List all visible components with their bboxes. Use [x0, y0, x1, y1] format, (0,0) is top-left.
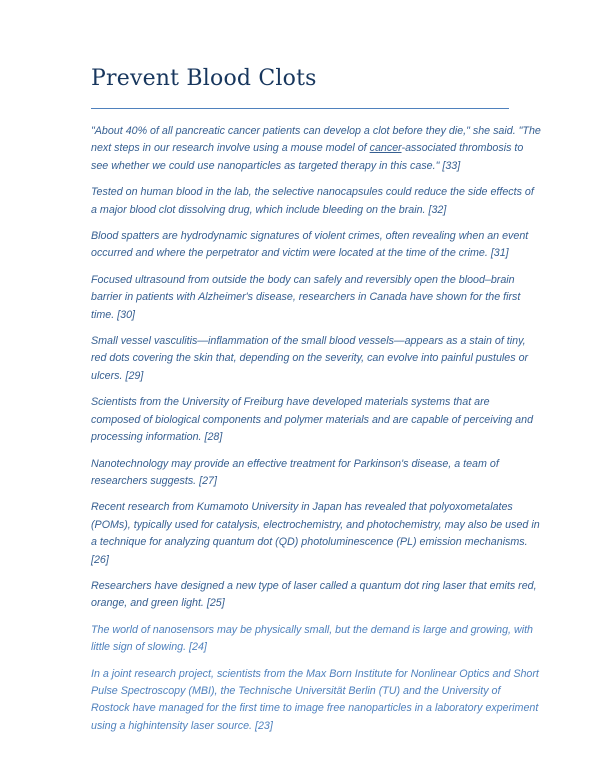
citation: [25]: [206, 597, 225, 610]
paragraph-text: Researchers have designed a new type of laser called a quantum dot ring laser that emits red, orange, and green light.: [91, 579, 537, 610]
paragraph-text: The world of nanosensors may be physically small, but the demand is large and growing, with little sign of slowing.: [91, 623, 533, 654]
paragraph-26: [91, 499, 541, 569]
paragraph-33: [91, 123, 541, 175]
paragraph-text: Nanotechnology may provide an effective treatment for Parkinson's disease, a team of researchers suggests.: [91, 457, 499, 487]
title-underline-rule: [91, 108, 509, 109]
paragraph-28: [91, 394, 541, 446]
citation: [31]: [490, 247, 509, 260]
cancer-link[interactable]: cancer: [369, 142, 402, 155]
paragraph-text: Scientists from the University of Freiburg have developed materials systems that are composed of biological components and polymer materials and are capable of perceiving and processing information.: [91, 396, 534, 444]
paragraph-text: -associated thrombosis to see whether we could use nanoparticles as targeted therapy in this case.": [91, 142, 524, 172]
citation: [30]: [117, 308, 135, 321]
paragraph-text: In a joint research project, scientists from the Max Born Institute for Nonlinear Optics and Short Pulse Spectroscopy (MBI), the Technische Universität Berlin (TU) and the University of Rostock have managed for the first time to image free nanoparticles in a laboratory experiment using a highintensity laser source.: [91, 667, 539, 732]
citation: [28]: [204, 431, 223, 444]
paragraph-text: "About 40% of all pancreatic cancer patients can develop a clot before they die," she said. "The next steps in our research involve using a mouse model of: [91, 125, 541, 155]
citation: [24]: [189, 641, 207, 654]
paragraph-text: Tested on human blood in the lab, the selective nanocapsules could reduce the side effects of a major blood clot dissolving drug, which include bleeding on the brain.: [91, 186, 534, 216]
paragraph-29: [91, 333, 541, 385]
citation: [33]: [442, 159, 461, 172]
citation: [23]: [254, 719, 273, 732]
paragraph-text: Focused ultrasound from outside the body can safely and reversibly open the blood–brain barrier in patients with Alzheimer's disease, researchers in Canada have shown for the first time.: [91, 273, 521, 321]
paragraph-23: [91, 666, 541, 736]
paragraph-24: [91, 622, 541, 657]
paragraph-text: Blood spatters are hydrodynamic signatures of violent crimes, often revealing when an event occurred and where the perpetrator and victim were located at the time of the crime.: [91, 230, 529, 260]
document-body: [91, 123, 541, 744]
paragraph-text: Small vessel vasculitis—inflammation of the small blood vessels—appears as a stain of tiny, red dots covering the skin that, depending on the severity, can evolve into painful pustules or ulcers.: [91, 335, 529, 382]
paragraph-31: [91, 228, 541, 263]
paragraph-25: [91, 578, 541, 613]
paragraph-27: [91, 456, 541, 491]
paragraph-text: Recent research from Kumamoto University in Japan has revealed that polyoxometalates (POMs), typically used for catalysis, electrochemistry, and photochemistry, may also be used in a technique for analyzing quantum dot (QD) photoluminescence (PL) emission mechanisms.: [91, 501, 540, 549]
citation: [26]: [91, 553, 109, 566]
citation: [27]: [199, 474, 217, 487]
citation: [32]: [428, 203, 447, 216]
paragraph-30: [91, 272, 541, 324]
paragraph-32: [91, 184, 541, 219]
citation: [29]: [125, 369, 144, 382]
page-title: Prevent Blood Clots: [91, 66, 317, 91]
